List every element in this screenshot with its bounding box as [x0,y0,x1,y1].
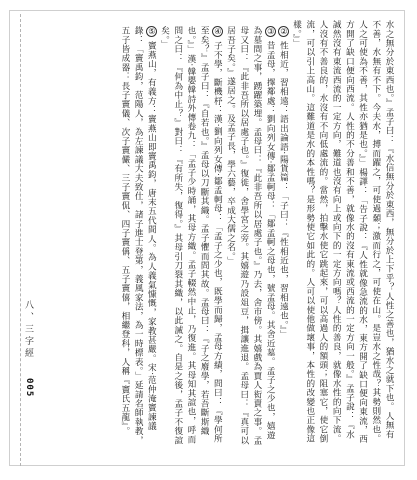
note-paragraph-4 [157,20,223,445]
note-number-badge: ③ [266,27,276,37]
note-paragraph-1 [289,20,395,445]
note-number-badge: ④ [213,27,223,37]
note-text: 子不學，斷機杼：漢·劉向列女傳·鄒孟軻母：「孟子之少也，既學而歸，孟母方績，問曰：『學何所至矣？』孟子曰：『自若也。』孟母以刀斷其織。孟子懼而問其故。孟母曰：『子之廢學，若吾斷斯織也。』」漢·韓嬰韓詩外傳卷九：「孟子少時誦，其母方織。孟子輟然中止，乃復進。其母知其諠也，呼而問之曰：『何為中止？』對曰：『有所失，復得。』其母引刀裂其織，以此誡之。自是之後，孟子不復諠矣。」 [159,26,223,445]
note-text: 昔孟母，擇鄰處：劉向列女傳·鄒孟軻母：「鄒孟軻之母也，號孟母。其舍近墓。孟子之少也，嬉遊為墓間之事，踴躍築埋。孟母曰：『此非吾所以居處子也。』乃去，舍市傍。其嬉戲為賈人衒賣之事。孟母又曰：『此非吾所以居處子也。』復徙，舍學宮之旁。其嬉遊乃設俎豆，揖讓進退。孟母曰：『真可以居吾子矣。』遂居之。及孟子長，學六藝，卒成大儒之名。」 [225,26,276,445]
note-number-badge: ⑤ [147,27,157,37]
note-text: 性相近，習相遠：語出論語·陽貨篇：「子曰：『性相近也，習相遠也。』」 [278,41,289,340]
note-paragraph-5 [118,20,158,445]
annotation-text-block [40,20,395,445]
page-number: 005 [24,378,34,398]
running-head: 八、三字經 [23,300,33,360]
note-text: 水之無分於東西也。』孟子曰：『水信無分於東西，無分於上下乎？人性之善也，猶水之就下也。人無有不善，水無有不下。今夫水，搏而躍之，可使過顙；激而行之，可使在山。是豈水之性哉？其勢則然也。人之可使為不善，其性亦猶是也。』」楊譯：「告子說：『人性就像急流的水，東方開了缺口便向東流，西方開了缺口便向西流。人性的不分善和不善，就像水的沒有東流或西流的一定方向一般。』孟子說：『水誠然沒有東流西流的一定方向，難道也沒有向上或向下的一定方向嗎？人性的善良，就像水性的向下流。人沒有不善良的，水沒有不向低處流的。當然，拍擊水使它跳起來，可以高過人的額頭；阻塞它，使它倒流，可以引上高山。這難道是水的本性嗎？是形勢使它如此的。人可以使他做壞事，本性的改變也正像這樣。』」 [291,20,394,444]
note-number-badge: ② [279,27,289,37]
note-paragraph-2 [276,20,289,445]
page-gutter-line [12,14,21,466]
note-text: 竇燕山，有義方：竇燕山即竇禹鈞，唐末五代間人。為人義氣慷慨，家教甚嚴。宋·范仲淹竇諫議錄：「竇禹鈞，范陽人，為左諫議大夫致仕，諸子進士登第，義風家法，為一時標表。」延請名師執教，五子皆成器：長子竇儀、次子竇儼、三子竇侃、四子竇偁、五子竇僖，相繼登科，人稱『竇氏五龍』。 [119,26,157,445]
note-paragraph-3 [223,20,276,445]
